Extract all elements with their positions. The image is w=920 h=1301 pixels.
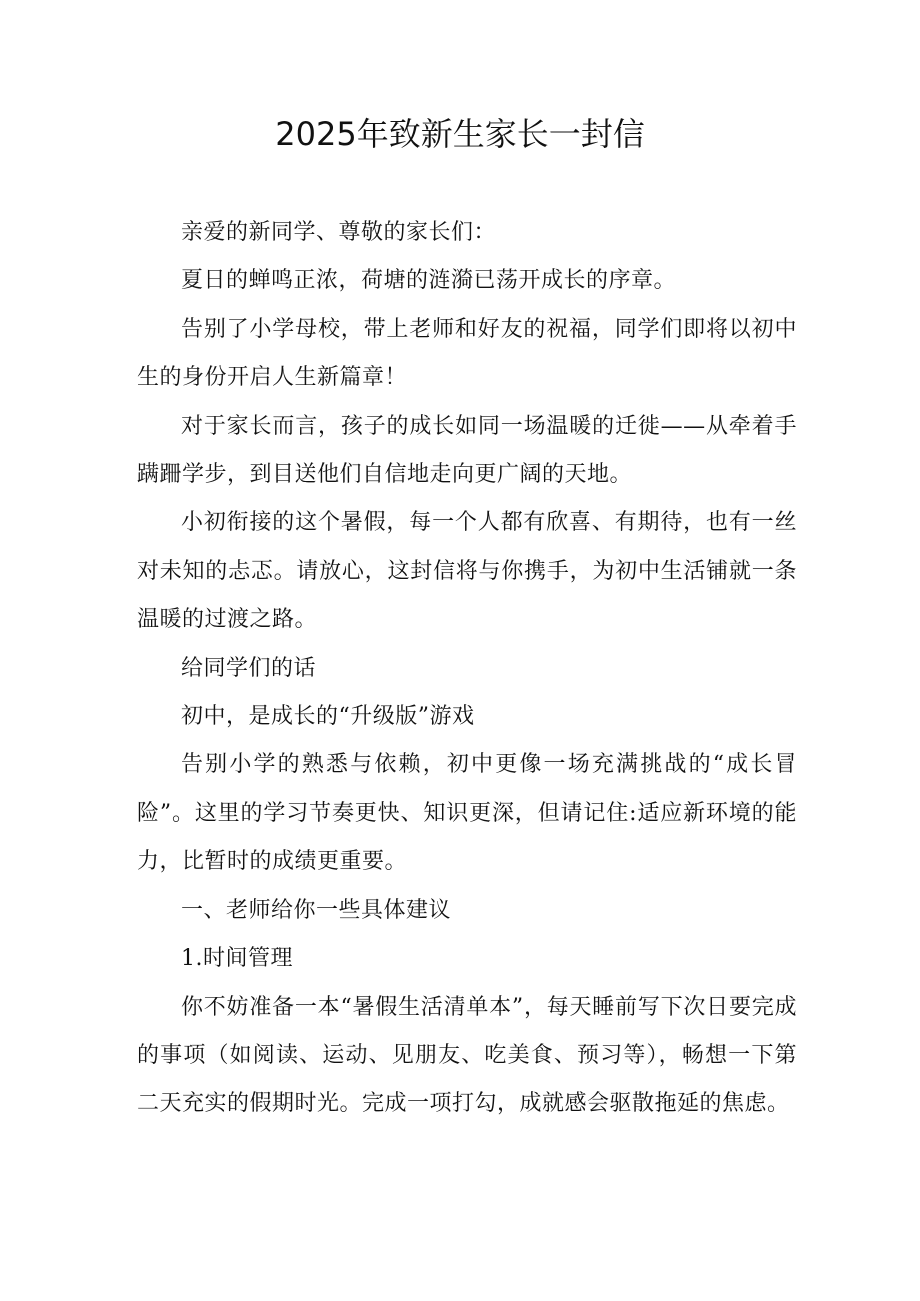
paragraph-summer: 夏日的蝉鸣正浓，荷塘的涟漪已荡开成长的序章。 [181, 268, 677, 294]
subheading-time-management: 1.时间管理 [181, 946, 293, 972]
paragraph-parents: 对于家长而言，孩子的成长如同一场温暖的迁徙——从牵着手蹒跚学步，到目送他们自信地走向更广阔的天地。 [137, 413, 797, 488]
document-body [137, 209, 797, 1129]
section-heading-advice: 一、老师给你一些具体建议 [181, 897, 452, 923]
paragraph-checklist: 你不妨准备一本“暑假生活清单本”，每天睡前写下次日要完成的事项（如阅读、运动、见朋友、吃美食、预习等），畅想一下第二天充实的假期时光。完成一项打勾，成就感会驱散拖延的焦虑。 [137, 994, 797, 1117]
paragraph-farewell: 告别了小学母校，带上老师和好友的祝福，同学们即将以初中生的身份开启人生新篇章！ [137, 316, 797, 391]
section-heading-students: 给同学们的话 [181, 655, 317, 681]
document-title: 2025年致新生家长一封信 [275, 115, 645, 153]
paragraph-greeting: 亲爱的新同学、尊敬的家长们： [181, 220, 497, 245]
paragraph-adventure: 告别小学的熟悉与依赖，初中更像一场充满挑战的“成长冒险”。这里的学习节奏更快、知识更深，但请记住:适应新环境的能力，比暂时的成绩更重要。 [137, 752, 797, 875]
paragraph-transition: 小初衔接的这个暑假，每一个人都有欣喜、有期待，也有一丝对未知的忐忑。请放心，这封信将与你携手，为初中生活铺就一条温暖的过渡之路。 [137, 510, 797, 633]
subheading-upgrade: 初中，是成长的“升级版”游戏 [181, 704, 475, 730]
